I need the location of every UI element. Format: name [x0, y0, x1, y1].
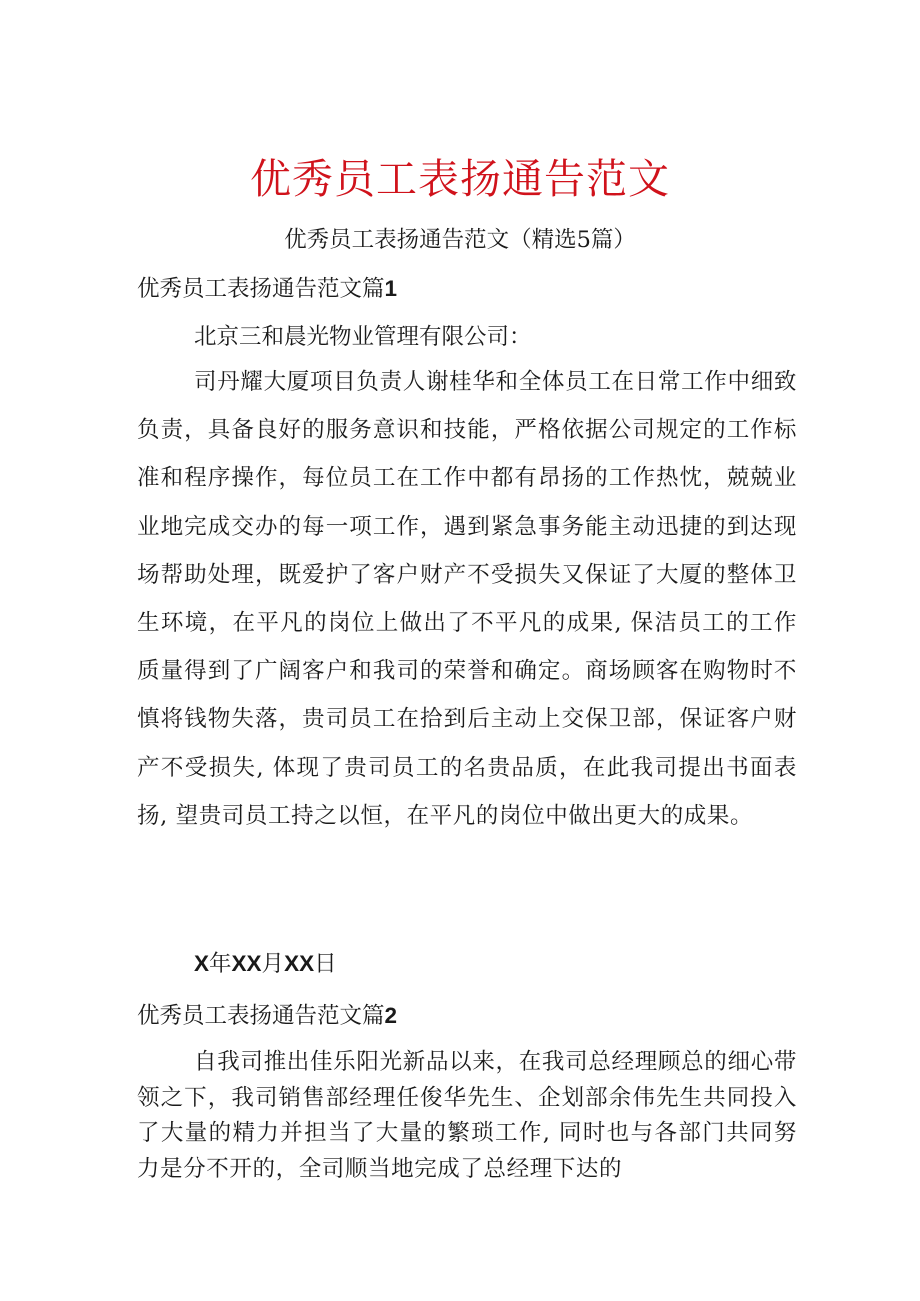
section-2-body: 自我司推出佳乐阳光新品以来，在我司总经理顾总的细心带领之下，我司销售部经理任俊华先生、企划部余伟先生共同投入了大量的精力并担当了大量的繁琐工作, 同时也与各部门共同努力是分不开的，全司顺当地完成了总经理下达的: [137, 1049, 797, 1182]
date-year-placeholder: X: [194, 951, 210, 976]
date-month-placeholder: XX: [231, 951, 262, 976]
document-title: 优秀员工表扬通告范文: [250, 155, 670, 203]
section-2-heading-number: 2: [384, 1003, 398, 1028]
section-2-heading: [137, 998, 397, 1030]
section-1-body: 司丹耀大厦项目负责人谢桂华和全体员工在日常工作中细致负责，具备良好的服务意识和技能，严格依据公司规定的工作标准和程序操作，每位员工在工作中都有昂扬的工作热忱，兢兢业业地完成交办的每一项工作，遇到紧急事务能主动迅捷的到达现场帮助处理，既爱护了客户财产不受损失又保证了大厦的整体卫生环境，在平凡的岗位上做出了不平凡的成果, 保洁员工的工作质量得到了广阔客户和我司的荣誉和确定。商场顾客在购物时不慎将钱物失落，贵司员工在拾到后主动上交保卫部，保证客户财产不受损失, 体现了贵司员工的名贵品质，在此我司提出书面表扬, 望贵司员工持之以恒，在平凡的岗位中做出更大的成果。: [137, 369, 797, 829]
date-day-unit: 日: [314, 951, 337, 977]
section-2-heading-text: 优秀员工表扬通告范文篇: [137, 1003, 385, 1029]
section-1-heading-number: 1: [384, 276, 398, 301]
salutation: 北京三和晨光物业管理有限公司：: [194, 324, 532, 350]
date-day-placeholder: XX: [284, 951, 315, 976]
date-year-unit: 年: [209, 951, 232, 977]
date-month-unit: 月: [261, 951, 285, 977]
section-1-heading: [137, 271, 397, 303]
signature-date: [194, 946, 337, 978]
section-1-heading-text: 优秀员工表扬通告范文篇: [137, 276, 385, 302]
document-subtitle: 优秀员工表扬通告范文（精选5篇）: [284, 227, 636, 253]
